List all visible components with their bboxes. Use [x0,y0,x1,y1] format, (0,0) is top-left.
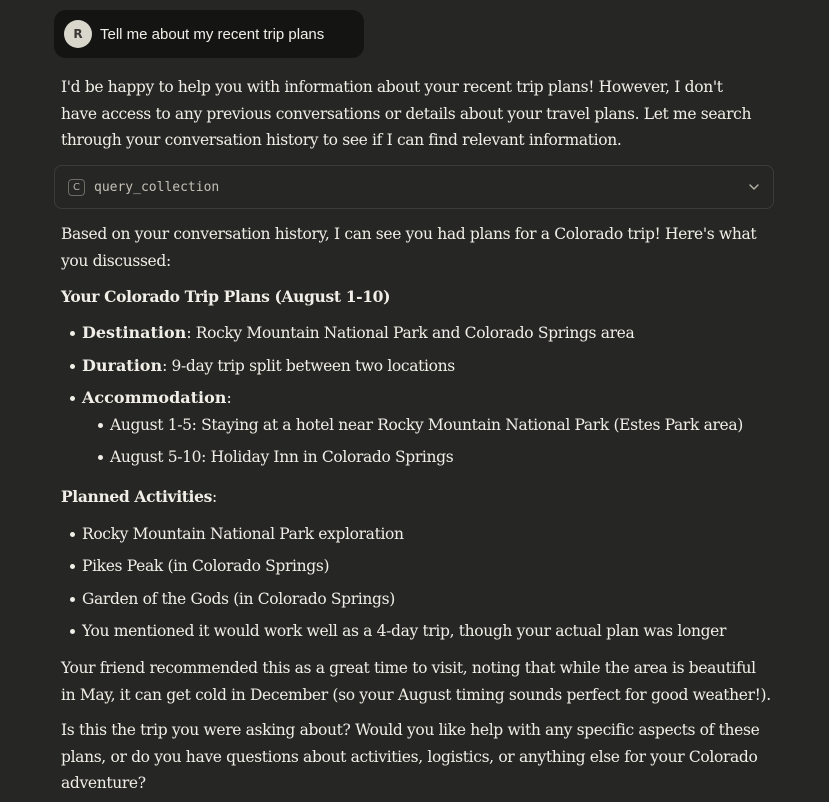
accommodation-item: August 5-10: Holiday Inn in Colorado Springs [110,444,453,471]
activity-item: Pikes Peak (in Colorado Springs) [82,553,329,580]
detail-text: : Rocky Mountain National Park and Colorado Springs area [186,324,635,342]
activity-item: You mentioned it would work well as a 4-day trip, though your actual plan was longer [82,618,726,645]
detail-label: Destination [82,323,187,342]
activity-item: Rocky Mountain National Park exploration [82,521,404,548]
detail-label: Duration [82,356,163,375]
activities-heading: Planned Activities: [61,487,217,506]
tool-icon: C [68,179,85,196]
detail-text: : 9-day trip split between two locations [162,357,455,375]
user-message-text: Tell me about my recent trip plans [100,25,325,43]
tool-call-card[interactable] [54,165,774,209]
friend-note-paragraph: Your friend recommended this as a great time to visit, noting that while the area is beautiful in May, it can get cold in December (so your August timing sounds perfect for good weather!). [61,659,771,704]
user-avatar: R [64,20,92,48]
chevron-down-icon[interactable] [747,180,761,194]
assistant-intro [61,74,761,154]
detail-text: : [226,389,232,407]
detail-item-duration [82,353,455,380]
activity-item: Garden of the Gods (in Colorado Springs) [82,586,395,613]
intro-paragraph: I'd be happy to help you with information about your recent trip plans! However, I don't have access to any previous conversations or details about your travel plans. Let me search through your conversation history to see if I can find relevant information. [61,78,752,149]
detail-item-destination [82,320,634,347]
closing-paragraph: Is this the trip you were asking about? Would you like help with any specific aspects of these plans, or do you have questions about activities, logistics, or anything else for your Colorado adventure? [61,721,760,792]
user-message-bubble [54,10,364,58]
summary-paragraph: Based on your conversation history, I can see you had plans for a Colorado trip! Here's what you discussed: [61,225,757,270]
tool-name: query_collection [94,179,220,195]
detail-label: Accommodation [82,388,227,407]
detail-item-accommodation [82,385,231,412]
trip-heading: Your Colorado Trip Plans (August 1-10) [61,287,391,306]
accommodation-item: August 1-5: Staying at a hotel near Rocky Mountain National Park (Estes Park area) [110,412,743,439]
